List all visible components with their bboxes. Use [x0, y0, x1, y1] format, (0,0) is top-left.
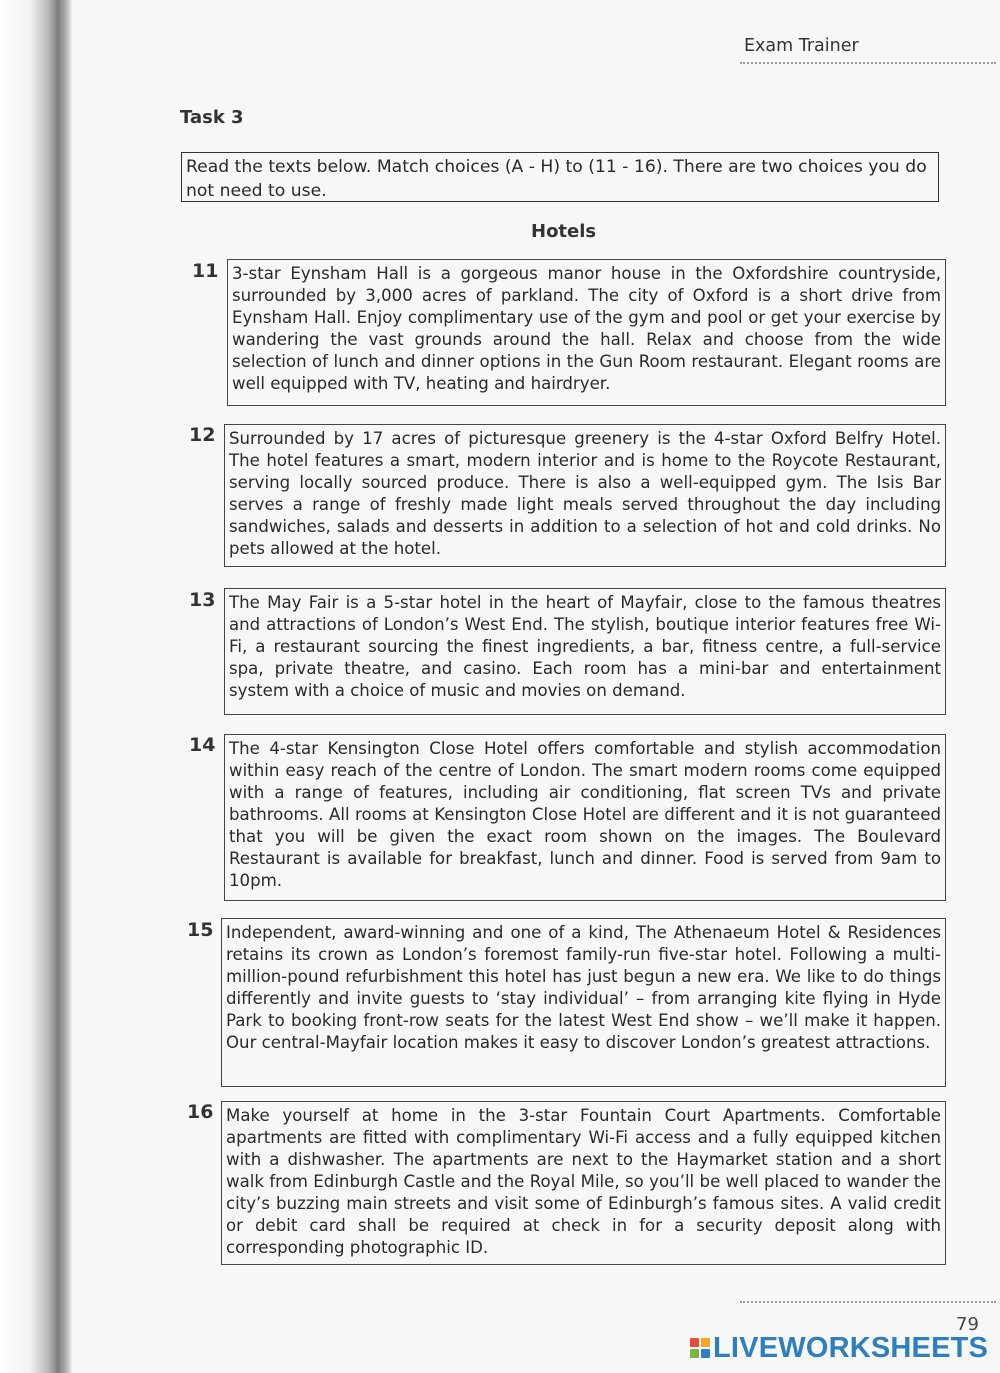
item-number: 11 [192, 260, 219, 282]
liveworksheets-logo-icon [690, 1338, 710, 1358]
item-number: 12 [189, 424, 216, 446]
item-number: 14 [189, 734, 216, 756]
section-title: Hotels [531, 221, 597, 242]
item-text-box: Surrounded by 17 acres of picturesque greenery is the 4-star Oxford Belfry Hotel. The hotel features a smart, modern interior and is home to the Roycote Restaurant, serving locally sourced produce. There is also a well-equipped gym. The Isis Bar serves a range of freshly made light meals served throughout the day including sandwiches, salads and desserts in addition to a selection of hot and cold drinks. No pets allowed at the hotel. [224, 424, 946, 567]
item-text-box: Independent, award-winning and one of a kind, The Athenaeum Hotel & Residences retains its crown as London’s foremost family-run five-star hotel. Following a multi-million-pound refurbishment this hotel has just begun a new era. We like to do things differently and invite guests to ‘stay individual’ – from arranging kite flying in Hyde Park to booking front-row seats for the latest West End show – we’ll make it happen. Our central-Mayfair location makes it easy to discover London’s greatest attractions. [221, 918, 946, 1087]
task-title: Task 3 [180, 107, 244, 128]
item-text-box: Make yourself at home in the 3-star Fountain Court Apartments. Comfortable apartments are fitted with complimentary Wi-Fi access and a fully equipped kitchen with a dishwasher. The apartments are next to the Haymarket station and a short walk from Edinburgh Castle and the Royal Mile, so you’ll be well placed to wander the city’s buzzing main streets and visit some of Edinburgh’s famous sites. A valid credit or debit card shall be required at check in for a security deposit along with corresponding photographic ID. [221, 1101, 946, 1265]
item-number: 13 [189, 589, 216, 611]
item-number: 16 [187, 1101, 214, 1123]
header-title: Exam Trainer [744, 36, 859, 56]
header-dotted-rule [740, 62, 996, 64]
liveworksheets-logo-text: LIVEWORKSHEETS [713, 1331, 989, 1364]
item-text-box: 3-star Eynsham Hall is a gorgeous manor house in the Oxfordshire countryside, surrounded by 3,000 acres of parkland. The city of Oxford is a short drive from Eynsham Hall. Enjoy complimentary use of the gym and pool or get your exercise by wandering the vast grounds around the hall. Relax and choose from the wide selection of lunch and dinner options in the Gun Room restaurant. Elegant rooms are well equipped with TV, heating and hairdryer. [227, 259, 946, 406]
logo-tile [690, 1338, 699, 1347]
book-spine-shadow [0, 0, 72, 1373]
page-number: 79 [956, 1314, 979, 1335]
liveworksheets-logo [690, 1333, 988, 1363]
item-number: 15 [187, 919, 214, 941]
item-text-box: The May Fair is a 5-star hotel in the heart of Mayfair, close to the famous theatres and attractions of London’s West End. The stylish, boutique interior features free Wi-Fi, a restaurant sourcing the finest ingredients, a bar, fitness centre, a full-service spa, private theatre, and casino. Each room has a mini-bar and entertainment system with a choice of music and movies on demand. [224, 588, 946, 715]
logo-tile [690, 1349, 699, 1358]
item-text-box: The 4-star Kensington Close Hotel offers comfortable and stylish accommodation within easy reach of the centre of London. The smart modern rooms come equipped with a range of features, including air conditioning, flat screen TVs and private bathrooms. All rooms at Kensington Close Hotel are different and it is not guaranteed that you will be given the exact room shown on the images. The Boulevard Restaurant is available for breakfast, lunch and dinner. Food is served from 9am to 10pm. [224, 734, 946, 901]
instructions-box: Read the texts below. Match choices (A - H) to (11 - 16). There are two choices you do not need to use. [181, 152, 939, 202]
logo-tile [701, 1338, 710, 1347]
footer-dotted-rule [740, 1301, 996, 1303]
logo-tile [701, 1349, 710, 1358]
